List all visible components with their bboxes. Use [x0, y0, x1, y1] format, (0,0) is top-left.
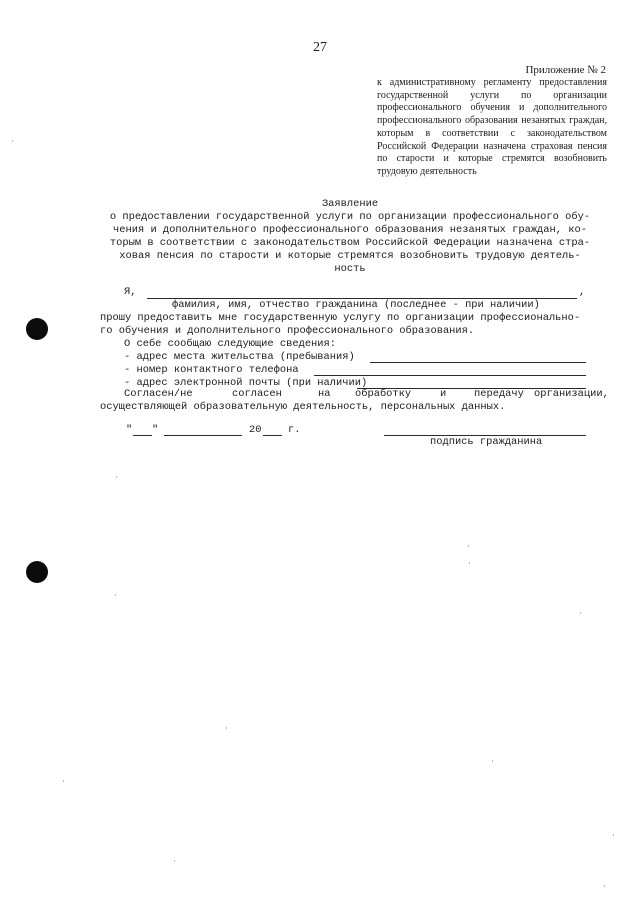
scan-speck: [613, 834, 614, 836]
date-year-prefix: 20: [249, 424, 262, 436]
consent-word: передачу: [474, 388, 524, 400]
scan-speck: [604, 885, 605, 887]
scan-speck: [116, 476, 117, 478]
consent-word: обработку: [355, 388, 412, 400]
page-number: 27: [313, 40, 327, 55]
consent-word: согласен: [232, 388, 282, 400]
appendix-title: Приложение № 2: [525, 64, 606, 76]
consent-word: и: [440, 388, 447, 400]
scan-speck: [12, 140, 13, 142]
scan-speck: [469, 562, 470, 564]
scan-speck: [468, 545, 469, 547]
scan-speck: [492, 760, 493, 762]
field-label-email: - адрес электронной почты (при наличии): [124, 377, 368, 389]
statement-subject-line: торым в соответствии с законодательством Российской Федерации назначена стра-: [109, 237, 591, 249]
name-line-comma: ,: [579, 286, 586, 298]
scan-speck: [174, 860, 175, 862]
punch-hole: [26, 561, 48, 583]
date-year-line[interactable]: [263, 435, 282, 436]
request-line: прошу предоставить мне государственную услугу по организации профессионально-: [100, 312, 581, 324]
field-label-phone: - номер контактного телефона: [124, 364, 299, 376]
info-intro: О себе сообщаю следующие сведения:: [124, 338, 337, 350]
consent-word: на: [318, 388, 331, 400]
consent-line: осуществляющей образовательную деятельность, персональных данных.: [100, 401, 506, 413]
statement-heading: Заявление: [321, 198, 379, 210]
date-close-quote: ": [152, 424, 159, 436]
request-line: го обучения и дополнительного профессионального образования.: [100, 325, 475, 337]
date-day-line[interactable]: [133, 435, 152, 436]
date-open-quote: ": [126, 424, 133, 436]
signature-hint: подпись гражданина: [430, 436, 543, 448]
scan-speck: [63, 780, 64, 782]
address-input-line[interactable]: [370, 362, 586, 363]
scan-speck: [115, 594, 116, 596]
punch-hole: [26, 318, 48, 340]
date-year-suffix: г.: [288, 424, 301, 436]
statement-subject-line: ховая пенсия по старости и которые стремятся возобновить трудовую деятель-: [119, 250, 581, 262]
consent-word: Согласен/не: [124, 388, 193, 400]
phone-input-line[interactable]: [314, 375, 586, 376]
scan-speck: [580, 612, 581, 614]
date-month-line[interactable]: [164, 435, 242, 436]
consent-word: организации,: [534, 388, 609, 400]
i-label: Я,: [124, 286, 137, 298]
scan-speck: [226, 727, 227, 729]
name-hint: фамилия, имя, отчество гражданина (последнее - при наличии): [172, 299, 540, 311]
appendix-text: к административному регламенту предоставления государственной услуги по организации профессионального обучения и дополнительного профессионального образования незанятых граждан, которым в соответствии с законодательством Российской Федерации назначена страховая пенсия по старости и которые стремятся возобновить трудовую деятельность: [377, 77, 607, 177]
field-label-address: - адрес места жительства (пребывания): [124, 351, 355, 363]
statement-subject-line: о предоставлении государственной услуги по организации профессионального обу-: [109, 211, 591, 223]
statement-subject-line: ность: [334, 263, 366, 275]
statement-subject-line: чения и дополнительного профессионального образования незанятых граждан, ко-: [113, 224, 587, 236]
